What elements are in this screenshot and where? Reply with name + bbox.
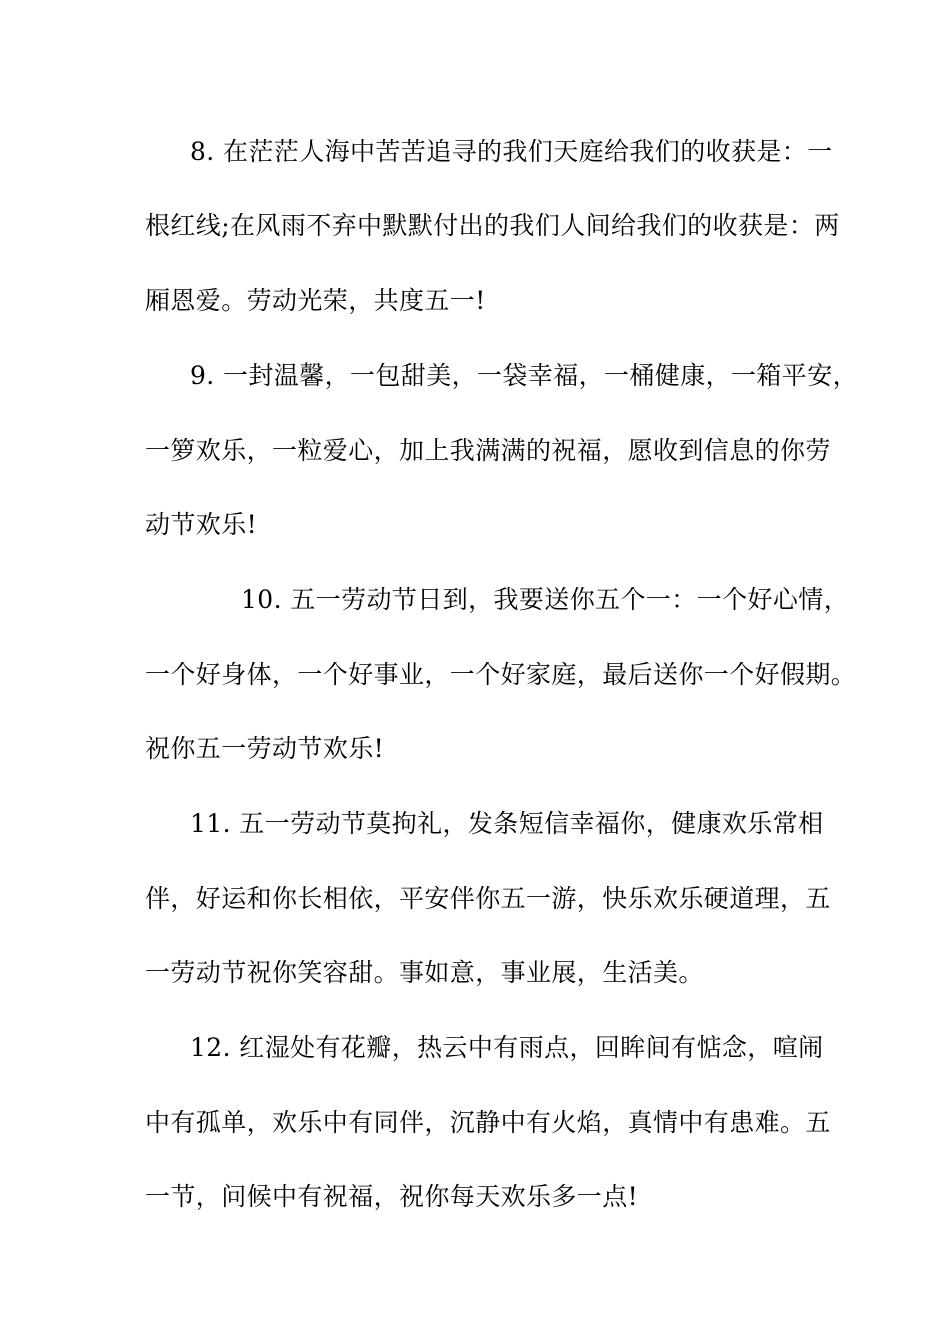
paragraph-9-line-3: 动节欢乐! bbox=[145, 510, 258, 539]
paragraph-12-line-1: 12. 红湿处有花瓣，热云中有雨点，回眸间有惦念，喧闹 bbox=[190, 1033, 824, 1062]
paragraph-10-line-3: 祝你五一劳动节欢乐! bbox=[145, 734, 385, 763]
paragraph-8-line-1: 8. 在茫茫人海中苦苦追寻的我们天庭给我们的收获是：一 bbox=[190, 137, 833, 166]
paragraph-12-line-2: 中有孤单，欢乐中有同伴，沉静中有火焰，真情中有患难。五 bbox=[145, 1108, 831, 1137]
paragraph-12-line-3: 一节，问候中有祝福，祝你每天欢乐多一点! bbox=[145, 1182, 639, 1211]
paragraph-11-line-2: 伴，好运和你长相依，平安伴你五一游，快乐欢乐硬道理，五 bbox=[145, 884, 831, 913]
paragraph-11-line-1: 11. 五一劳动节莫拘礼，发条短信幸福你，健康欢乐常相 bbox=[190, 809, 824, 838]
paragraph-11-line-3: 一劳动节祝你笑容甜。事如意，事业展，生活美。 bbox=[145, 958, 704, 987]
paragraph-9-line-2: 一箩欢乐，一粒爱心，加上我满满的祝福，愿收到信息的你劳 bbox=[145, 436, 831, 465]
paragraph-8-line-2: 根红线;在风雨不弃中默默付出的我们人间给我们的收获是：两 bbox=[145, 211, 840, 240]
paragraph-8-line-3: 厢恩爱。劳动光荣，共度五一! bbox=[145, 286, 486, 315]
paragraph-10-line-2: 一个好身体，一个好事业，一个好家庭，最后送你一个好假期。 bbox=[145, 660, 857, 689]
paragraph-10-line-1: 10. 五一劳动节日到，我要送你五个一：一个好心情， bbox=[241, 585, 850, 614]
paragraph-9-line-1: 9. 一封温馨，一包甜美，一袋幸福，一桶健康，一箱平安， bbox=[190, 361, 859, 390]
